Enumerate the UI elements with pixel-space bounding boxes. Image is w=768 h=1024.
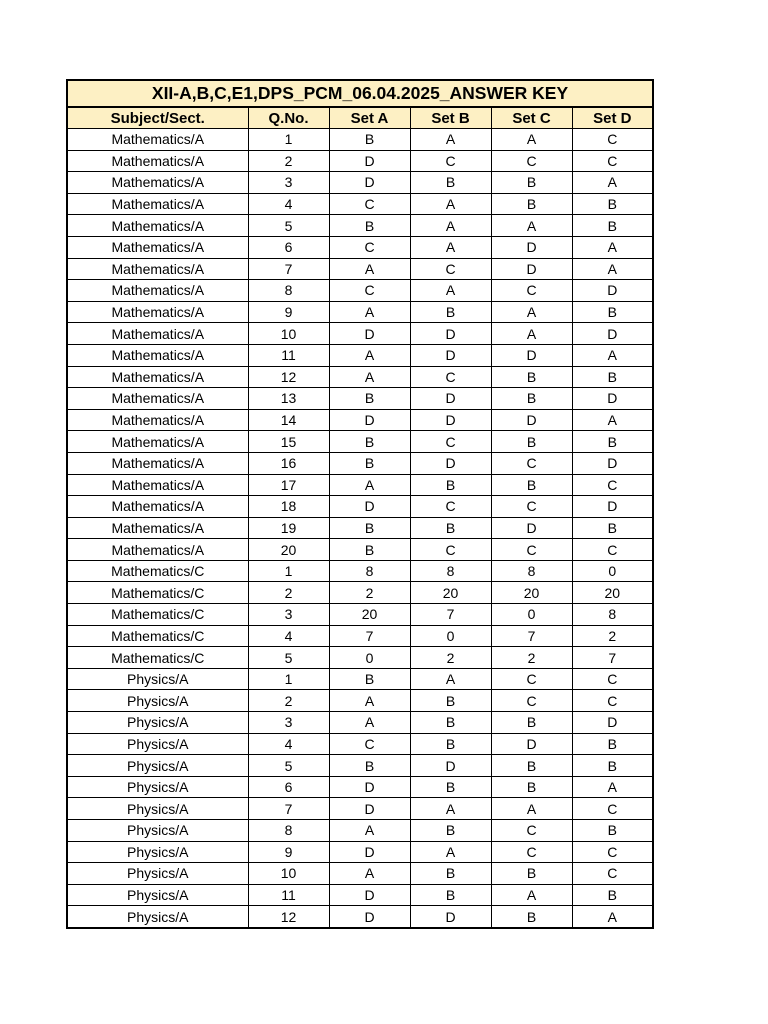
- cell-set-b: C: [410, 366, 491, 388]
- cell-set-a: D: [329, 776, 410, 798]
- cell-set-c: B: [491, 755, 572, 777]
- cell-question-number: 8: [248, 280, 329, 302]
- cell-set-c: C: [491, 668, 572, 690]
- cell-set-c: D: [491, 517, 572, 539]
- cell-set-d: D: [572, 452, 653, 474]
- cell-set-b: A: [410, 236, 491, 258]
- cell-set-b: D: [410, 906, 491, 928]
- header-set-b: Set B: [410, 107, 491, 129]
- column-header-row: [67, 107, 653, 129]
- cell-set-d: D: [572, 323, 653, 345]
- cell-question-number: 3: [248, 712, 329, 734]
- cell-set-a: D: [329, 496, 410, 518]
- cell-set-c: B: [491, 474, 572, 496]
- cell-set-c: B: [491, 431, 572, 453]
- table-row: [67, 690, 653, 712]
- cell-subject: Mathematics/A: [67, 150, 248, 172]
- table-row: [67, 431, 653, 453]
- cell-question-number: 11: [248, 344, 329, 366]
- cell-set-a: 0: [329, 647, 410, 669]
- table-row: [67, 841, 653, 863]
- cell-subject: Physics/A: [67, 841, 248, 863]
- table-row: [67, 172, 653, 194]
- cell-set-a: B: [329, 755, 410, 777]
- cell-set-d: C: [572, 863, 653, 885]
- cell-set-b: B: [410, 884, 491, 906]
- cell-set-c: B: [491, 906, 572, 928]
- cell-set-a: A: [329, 820, 410, 842]
- cell-set-b: A: [410, 193, 491, 215]
- cell-set-d: C: [572, 129, 653, 151]
- cell-subject: Mathematics/A: [67, 236, 248, 258]
- cell-set-d: C: [572, 539, 653, 561]
- cell-set-c: D: [491, 236, 572, 258]
- cell-question-number: 3: [248, 172, 329, 194]
- cell-set-c: B: [491, 388, 572, 410]
- table-row: [67, 712, 653, 734]
- cell-set-a: D: [329, 841, 410, 863]
- cell-set-b: A: [410, 280, 491, 302]
- cell-question-number: 5: [248, 215, 329, 237]
- table-row: [67, 388, 653, 410]
- cell-question-number: 19: [248, 517, 329, 539]
- cell-set-d: 20: [572, 582, 653, 604]
- cell-subject: Mathematics/C: [67, 647, 248, 669]
- cell-set-b: B: [410, 690, 491, 712]
- table-row: [67, 733, 653, 755]
- cell-set-a: A: [329, 258, 410, 280]
- cell-subject: Physics/A: [67, 776, 248, 798]
- cell-set-d: A: [572, 236, 653, 258]
- cell-set-a: B: [329, 452, 410, 474]
- cell-set-c: 2: [491, 647, 572, 669]
- table-row: [67, 776, 653, 798]
- table-row: [67, 582, 653, 604]
- cell-set-a: D: [329, 884, 410, 906]
- cell-set-c: C: [491, 539, 572, 561]
- cell-question-number: 1: [248, 560, 329, 582]
- cell-subject: Mathematics/A: [67, 344, 248, 366]
- cell-set-a: B: [329, 539, 410, 561]
- cell-set-b: 2: [410, 647, 491, 669]
- cell-question-number: 4: [248, 625, 329, 647]
- cell-set-c: 20: [491, 582, 572, 604]
- cell-question-number: 5: [248, 755, 329, 777]
- table-row: [67, 560, 653, 582]
- cell-set-d: B: [572, 820, 653, 842]
- cell-set-c: A: [491, 798, 572, 820]
- table-row: [67, 517, 653, 539]
- cell-set-b: A: [410, 841, 491, 863]
- cell-question-number: 11: [248, 884, 329, 906]
- cell-set-a: 20: [329, 604, 410, 626]
- table-row: [67, 215, 653, 237]
- table-row: [67, 366, 653, 388]
- cell-subject: Mathematics/A: [67, 301, 248, 323]
- cell-set-c: C: [491, 820, 572, 842]
- cell-set-a: 8: [329, 560, 410, 582]
- cell-set-d: C: [572, 690, 653, 712]
- cell-set-c: A: [491, 323, 572, 345]
- cell-set-c: A: [491, 884, 572, 906]
- table-row: [67, 236, 653, 258]
- cell-set-c: B: [491, 193, 572, 215]
- cell-set-c: C: [491, 841, 572, 863]
- cell-subject: Physics/A: [67, 820, 248, 842]
- cell-set-b: D: [410, 755, 491, 777]
- cell-subject: Mathematics/A: [67, 193, 248, 215]
- cell-set-d: B: [572, 431, 653, 453]
- cell-subject: Mathematics/A: [67, 452, 248, 474]
- cell-set-c: D: [491, 344, 572, 366]
- cell-set-a: B: [329, 517, 410, 539]
- cell-subject: Mathematics/A: [67, 517, 248, 539]
- cell-set-d: 8: [572, 604, 653, 626]
- cell-set-d: B: [572, 733, 653, 755]
- table-row: [67, 668, 653, 690]
- cell-set-a: C: [329, 280, 410, 302]
- cell-set-a: D: [329, 798, 410, 820]
- cell-set-c: 0: [491, 604, 572, 626]
- cell-set-c: D: [491, 409, 572, 431]
- cell-subject: Mathematics/A: [67, 388, 248, 410]
- cell-set-d: D: [572, 280, 653, 302]
- table-row: [67, 755, 653, 777]
- cell-set-a: D: [329, 323, 410, 345]
- header-subject: Subject/Sect.: [67, 107, 248, 129]
- cell-set-d: C: [572, 841, 653, 863]
- table-row: [67, 820, 653, 842]
- cell-set-b: C: [410, 150, 491, 172]
- cell-question-number: 14: [248, 409, 329, 431]
- cell-set-b: C: [410, 539, 491, 561]
- cell-set-c: C: [491, 150, 572, 172]
- cell-set-b: B: [410, 172, 491, 194]
- cell-set-a: 2: [329, 582, 410, 604]
- cell-set-a: B: [329, 431, 410, 453]
- cell-set-d: B: [572, 215, 653, 237]
- cell-set-b: 7: [410, 604, 491, 626]
- cell-set-c: A: [491, 301, 572, 323]
- cell-set-d: D: [572, 712, 653, 734]
- cell-set-a: B: [329, 668, 410, 690]
- cell-subject: Mathematics/A: [67, 496, 248, 518]
- cell-set-c: 8: [491, 560, 572, 582]
- cell-set-c: D: [491, 733, 572, 755]
- cell-set-d: B: [572, 193, 653, 215]
- cell-set-c: D: [491, 258, 572, 280]
- table-row: [67, 344, 653, 366]
- cell-subject: Physics/A: [67, 690, 248, 712]
- cell-set-a: D: [329, 409, 410, 431]
- cell-question-number: 2: [248, 690, 329, 712]
- cell-question-number: 18: [248, 496, 329, 518]
- cell-subject: Mathematics/A: [67, 366, 248, 388]
- table-row: [67, 539, 653, 561]
- cell-subject: Mathematics/A: [67, 474, 248, 496]
- cell-question-number: 1: [248, 129, 329, 151]
- cell-subject: Mathematics/A: [67, 215, 248, 237]
- table-row: [67, 323, 653, 345]
- cell-question-number: 9: [248, 301, 329, 323]
- table-row: [67, 452, 653, 474]
- cell-set-b: A: [410, 215, 491, 237]
- cell-set-d: B: [572, 366, 653, 388]
- cell-set-a: A: [329, 863, 410, 885]
- cell-set-b: D: [410, 323, 491, 345]
- table-row: [67, 474, 653, 496]
- cell-subject: Mathematics/A: [67, 258, 248, 280]
- cell-question-number: 13: [248, 388, 329, 410]
- cell-question-number: 12: [248, 366, 329, 388]
- cell-question-number: 12: [248, 906, 329, 928]
- cell-set-d: 7: [572, 647, 653, 669]
- sheet-title: XII-A,B,C,E1,DPS_PCM_06.04.2025_ANSWER KEY: [67, 80, 653, 107]
- cell-set-a: D: [329, 906, 410, 928]
- cell-set-b: B: [410, 820, 491, 842]
- table-row: [67, 798, 653, 820]
- cell-subject: Physics/A: [67, 906, 248, 928]
- cell-set-d: 0: [572, 560, 653, 582]
- cell-set-c: B: [491, 776, 572, 798]
- table-row: [67, 150, 653, 172]
- cell-set-d: C: [572, 474, 653, 496]
- cell-set-a: 7: [329, 625, 410, 647]
- cell-subject: Mathematics/A: [67, 409, 248, 431]
- cell-set-d: A: [572, 409, 653, 431]
- cell-subject: Mathematics/A: [67, 539, 248, 561]
- cell-set-a: D: [329, 172, 410, 194]
- cell-set-d: B: [572, 884, 653, 906]
- cell-question-number: 6: [248, 236, 329, 258]
- cell-set-a: A: [329, 301, 410, 323]
- cell-question-number: 15: [248, 431, 329, 453]
- cell-set-d: A: [572, 344, 653, 366]
- cell-set-b: B: [410, 712, 491, 734]
- table-row: [67, 258, 653, 280]
- header-set-c: Set C: [491, 107, 572, 129]
- cell-set-c: C: [491, 452, 572, 474]
- cell-set-a: D: [329, 150, 410, 172]
- cell-subject: Physics/A: [67, 863, 248, 885]
- table-row: [67, 496, 653, 518]
- cell-set-b: A: [410, 129, 491, 151]
- cell-set-b: C: [410, 431, 491, 453]
- header-question-number: Q.No.: [248, 107, 329, 129]
- cell-question-number: 2: [248, 150, 329, 172]
- cell-set-d: A: [572, 258, 653, 280]
- cell-set-c: C: [491, 280, 572, 302]
- cell-question-number: 4: [248, 733, 329, 755]
- cell-set-b: 8: [410, 560, 491, 582]
- table-row: [67, 301, 653, 323]
- cell-set-d: B: [572, 301, 653, 323]
- table-row: [67, 906, 653, 928]
- cell-set-c: B: [491, 366, 572, 388]
- cell-set-a: C: [329, 733, 410, 755]
- cell-subject: Physics/A: [67, 755, 248, 777]
- cell-question-number: 3: [248, 604, 329, 626]
- cell-set-b: D: [410, 388, 491, 410]
- table-row: [67, 193, 653, 215]
- cell-question-number: 10: [248, 323, 329, 345]
- cell-subject: Physics/A: [67, 884, 248, 906]
- cell-subject: Mathematics/C: [67, 560, 248, 582]
- cell-set-a: C: [329, 236, 410, 258]
- cell-question-number: 9: [248, 841, 329, 863]
- cell-question-number: 16: [248, 452, 329, 474]
- cell-set-d: D: [572, 388, 653, 410]
- cell-subject: Mathematics/A: [67, 323, 248, 345]
- cell-set-c: A: [491, 215, 572, 237]
- cell-set-a: A: [329, 712, 410, 734]
- cell-set-b: A: [410, 668, 491, 690]
- cell-set-c: B: [491, 172, 572, 194]
- cell-set-b: B: [410, 863, 491, 885]
- cell-set-c: B: [491, 712, 572, 734]
- cell-set-a: B: [329, 129, 410, 151]
- cell-subject: Mathematics/C: [67, 625, 248, 647]
- cell-subject: Mathematics/C: [67, 582, 248, 604]
- cell-set-b: B: [410, 517, 491, 539]
- cell-set-d: 2: [572, 625, 653, 647]
- cell-set-d: C: [572, 668, 653, 690]
- cell-subject: Physics/A: [67, 712, 248, 734]
- table-row: [67, 280, 653, 302]
- cell-set-c: A: [491, 129, 572, 151]
- cell-set-c: C: [491, 690, 572, 712]
- cell-subject: Mathematics/A: [67, 172, 248, 194]
- cell-set-c: B: [491, 863, 572, 885]
- cell-set-d: B: [572, 517, 653, 539]
- cell-question-number: 2: [248, 582, 329, 604]
- cell-question-number: 20: [248, 539, 329, 561]
- cell-subject: Mathematics/A: [67, 280, 248, 302]
- cell-set-d: A: [572, 172, 653, 194]
- cell-set-b: C: [410, 496, 491, 518]
- table-row: [67, 409, 653, 431]
- cell-set-a: A: [329, 474, 410, 496]
- cell-set-a: C: [329, 193, 410, 215]
- cell-subject: Mathematics/A: [67, 129, 248, 151]
- cell-set-a: B: [329, 215, 410, 237]
- cell-question-number: 6: [248, 776, 329, 798]
- table-row: [67, 129, 653, 151]
- answer-key-sheet: [66, 79, 651, 929]
- cell-set-d: B: [572, 755, 653, 777]
- cell-set-b: D: [410, 344, 491, 366]
- answer-key-table: [66, 79, 654, 929]
- cell-subject: Mathematics/A: [67, 431, 248, 453]
- cell-set-b: C: [410, 258, 491, 280]
- cell-set-b: A: [410, 798, 491, 820]
- cell-set-b: D: [410, 452, 491, 474]
- cell-subject: Physics/A: [67, 798, 248, 820]
- cell-question-number: 10: [248, 863, 329, 885]
- header-set-d: Set D: [572, 107, 653, 129]
- table-row: [67, 647, 653, 669]
- cell-set-b: D: [410, 409, 491, 431]
- cell-set-d: C: [572, 150, 653, 172]
- cell-question-number: 8: [248, 820, 329, 842]
- cell-subject: Physics/A: [67, 668, 248, 690]
- cell-subject: Mathematics/C: [67, 604, 248, 626]
- cell-set-a: A: [329, 690, 410, 712]
- cell-set-d: C: [572, 798, 653, 820]
- cell-set-b: 20: [410, 582, 491, 604]
- cell-question-number: 7: [248, 798, 329, 820]
- cell-set-b: B: [410, 776, 491, 798]
- cell-question-number: 17: [248, 474, 329, 496]
- table-row: [67, 884, 653, 906]
- cell-set-a: A: [329, 366, 410, 388]
- cell-question-number: 4: [248, 193, 329, 215]
- table-row: [67, 604, 653, 626]
- title-row: [67, 80, 653, 107]
- cell-set-b: 0: [410, 625, 491, 647]
- cell-set-a: A: [329, 344, 410, 366]
- cell-set-d: D: [572, 496, 653, 518]
- answer-rows: [67, 129, 653, 928]
- cell-question-number: 5: [248, 647, 329, 669]
- cell-set-c: C: [491, 496, 572, 518]
- cell-set-d: A: [572, 906, 653, 928]
- cell-question-number: 1: [248, 668, 329, 690]
- cell-set-c: 7: [491, 625, 572, 647]
- cell-question-number: 7: [248, 258, 329, 280]
- table-row: [67, 863, 653, 885]
- cell-set-a: B: [329, 388, 410, 410]
- cell-set-b: B: [410, 733, 491, 755]
- table-row: [67, 625, 653, 647]
- header-set-a: Set A: [329, 107, 410, 129]
- cell-set-b: B: [410, 301, 491, 323]
- cell-subject: Physics/A: [67, 733, 248, 755]
- cell-set-b: B: [410, 474, 491, 496]
- cell-set-d: A: [572, 776, 653, 798]
